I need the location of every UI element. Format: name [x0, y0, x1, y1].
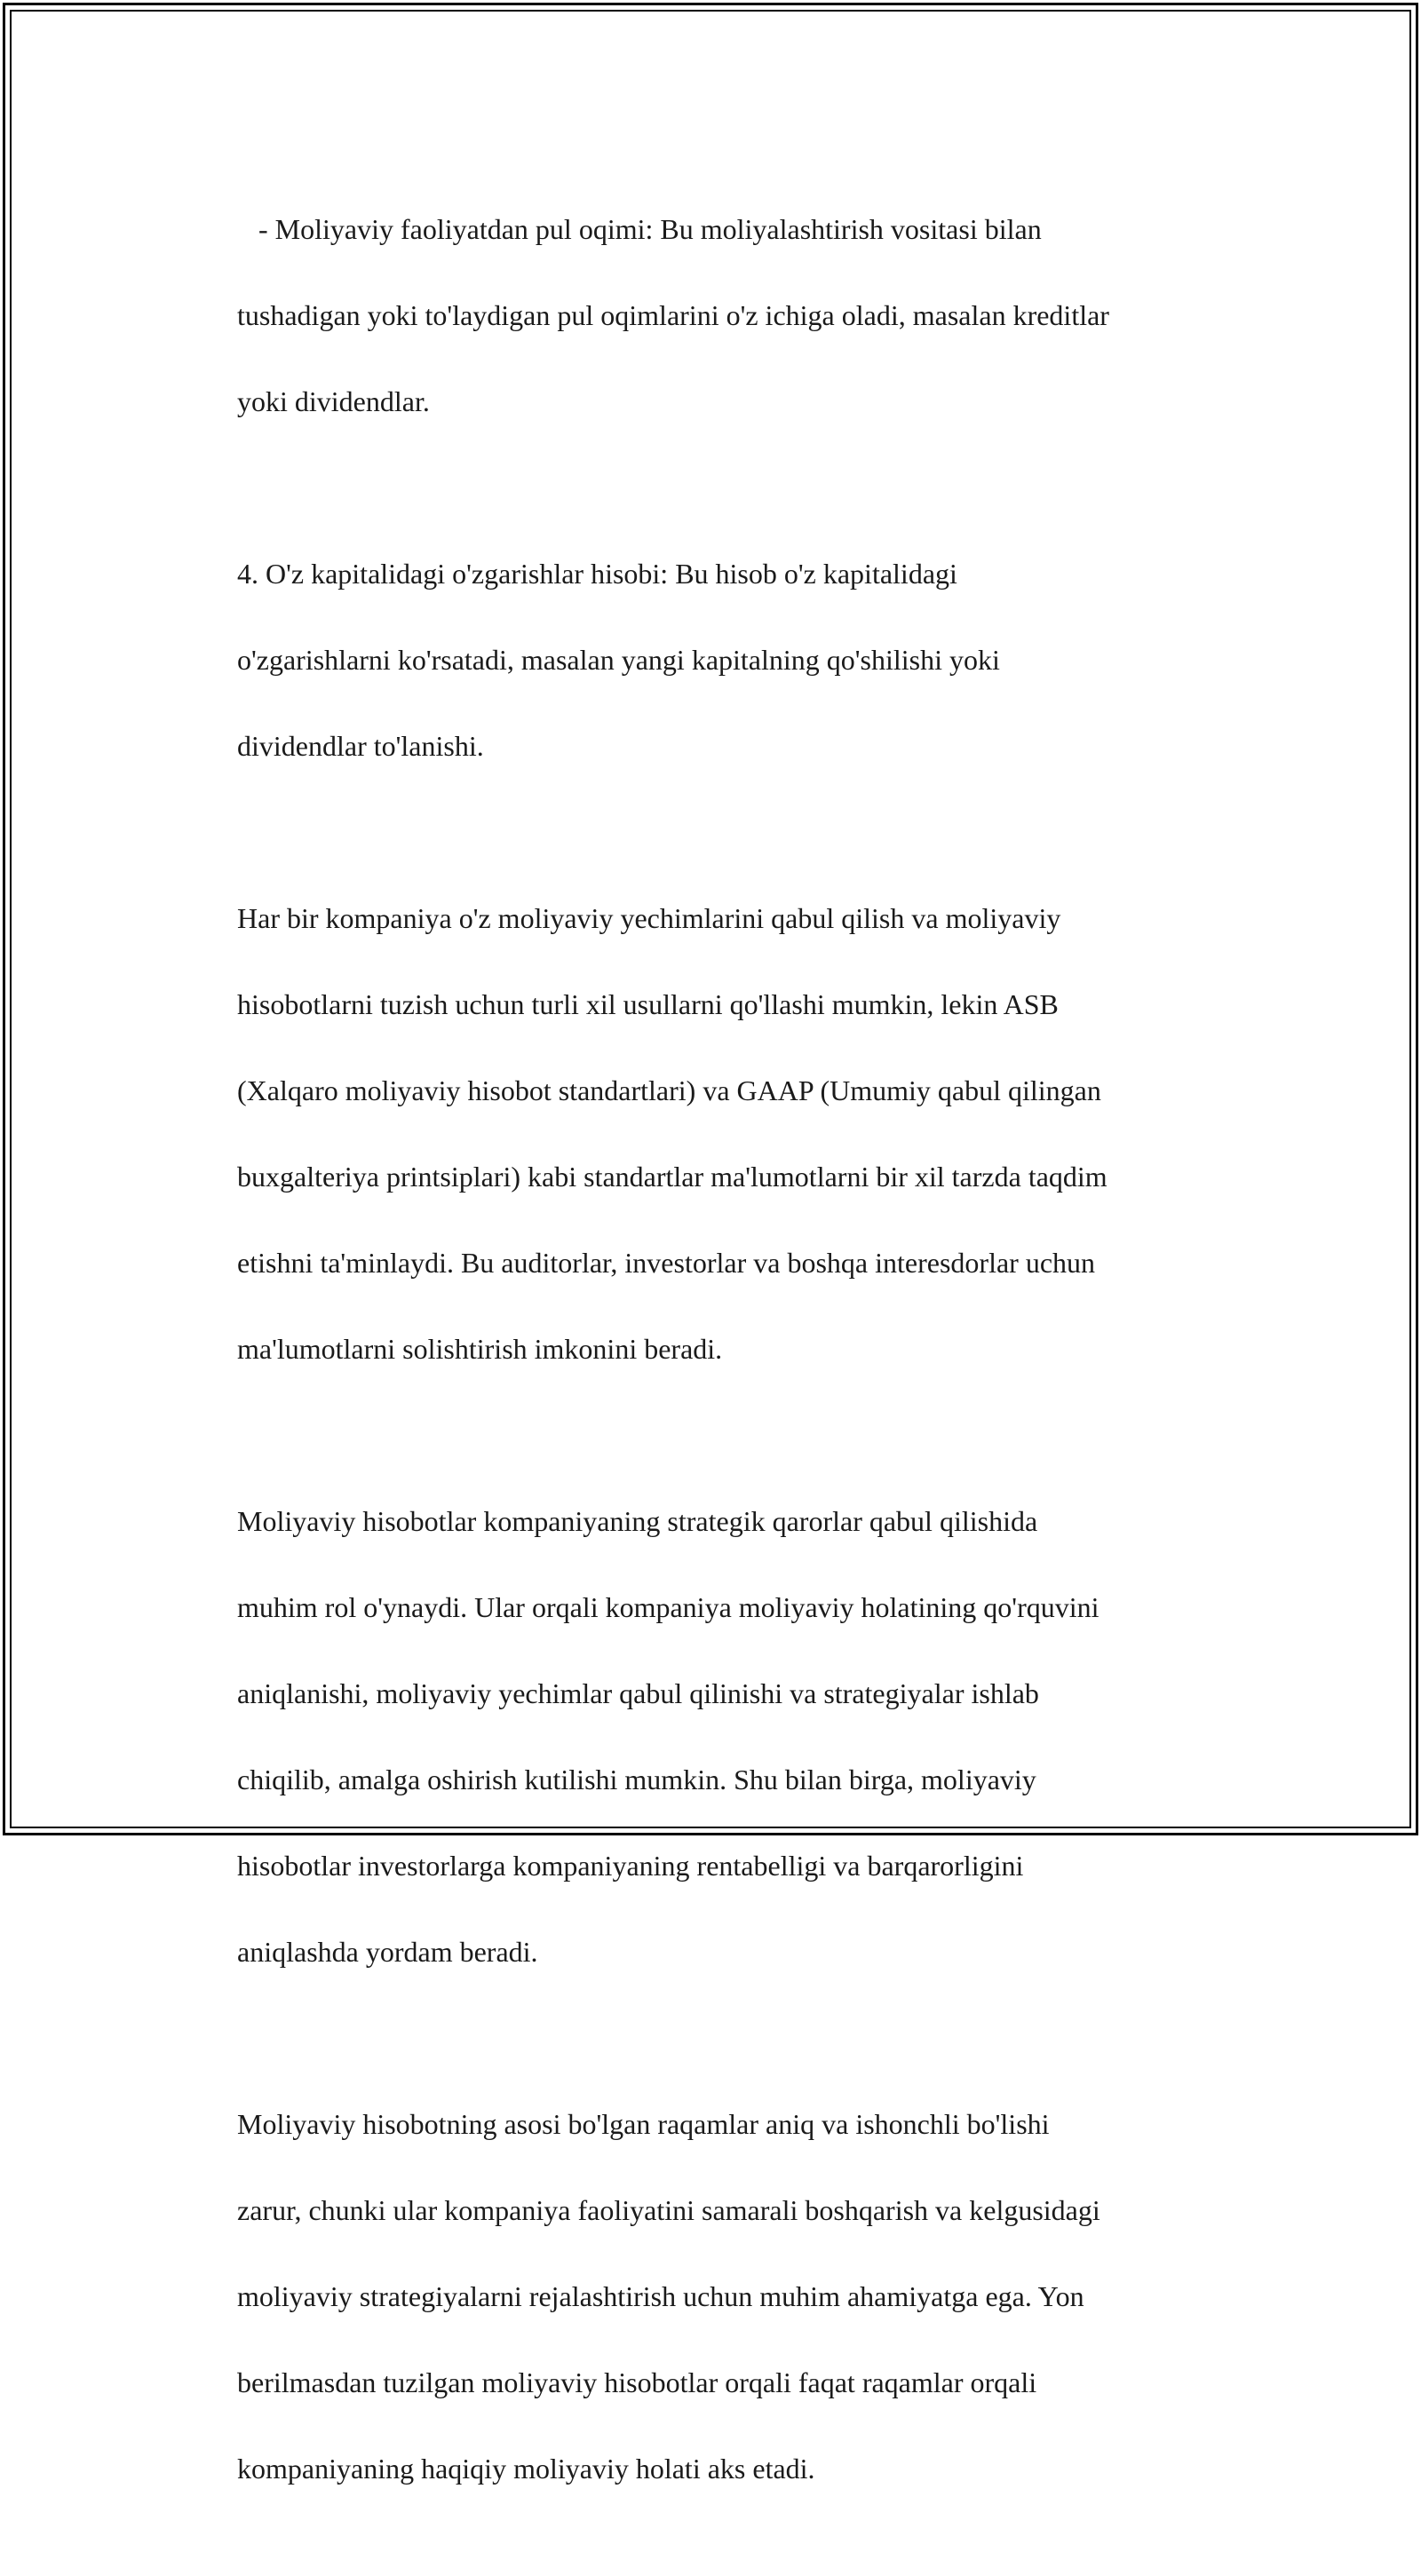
text-line: berilmasdan tuzilgan moliyaviy hisobotlar orqali faqat raqamlar orqali — [237, 2366, 1037, 2398]
text-line: etishni ta'minlaydi. Bu auditorlar, investorlar va boshqa interesdorlar uchun — [237, 1246, 1096, 1279]
text-line: tushadigan yoki to'laydigan pul oqimlarini o'z ichiga oladi, masalan kreditlar — [237, 298, 1109, 331]
text-line: zarur, chunki ular kompaniya faoliyatini samarali boshqarish va kelgusidagi — [237, 2193, 1100, 2226]
document-body — [209, 164, 1212, 2576]
text-line: aniqlashda yordam beradi. — [237, 1935, 538, 1968]
text-line: aniqlanishi, moliyaviy yechimlar qabul qilinishi va strategiyalar ishlab — [237, 1676, 1039, 1709]
text-line: yoki dividendlar. — [237, 384, 430, 417]
text-line: ma'lumotlarni solishtirish imkonini beradi. — [237, 1332, 723, 1365]
text-line: Moliyaviy hisobotlar kompaniyaning strategik qarorlar qabul qilishida — [237, 1504, 1038, 1537]
text-line: dividendlar to'lanishi. — [237, 729, 484, 762]
text-line: 4. O'z kapitalidagi o'zgarishlar hisobi: Bu hisob o'z kapitalidagi — [237, 557, 957, 590]
text-line: Moliyaviy hisobotning asosi bo'lgan raqamlar aniq va ishonchli bo'lishi — [237, 2107, 1050, 2140]
text-line: muhim rol o'ynaydi. Ular orqali kompaniya moliyaviy holatining qo'rquvini — [237, 1590, 1099, 1623]
text-line: kompaniyaning haqiqiy moliyaviy holati aks etadi. — [237, 2452, 815, 2485]
text-line: chiqilib, amalga oshirish kutilishi mumkin. Shu bilan birga, moliyaviy — [237, 1763, 1036, 1795]
paragraph-reliable-figures — [209, 2059, 1212, 2533]
text-line: hisobotlar investorlarga kompaniyaning rentabelligi va barqarorligini — [237, 1849, 1024, 1882]
paragraph-equity-changes — [209, 509, 1212, 811]
text-line: Har bir kompaniya o'z moliyaviy yechimlarini qabul qilish va moliyaviy — [237, 901, 1061, 934]
text-line: buxgalteriya printsiplari) kabi standartlar ma'lumotlarni bir xil tarzda taqdim — [237, 1160, 1107, 1193]
text-line: (Xalqaro moliyaviy hisobot standartlari) va GAAP (Umumiy qabul qilingan — [237, 1074, 1101, 1106]
paragraph-strategic-decisions — [209, 1456, 1212, 2017]
paragraph-standards — [209, 853, 1212, 1414]
text-line: hisobotlarni tuzish uchun turli xil usullarni qo'llashi mumkin, lekin ASB — [237, 987, 1059, 1020]
text-line: o'zgarishlarni ko'rsatadi, masalan yangi kapitalning qo'shilishi yoki — [237, 643, 1000, 676]
text-line: - Moliyaviy faoliyatdan pul oqimi: Bu moliyalashtirish vositasi bilan — [237, 212, 1042, 245]
text-line: moliyaviy strategiyalarni rejalashtirish uchun muhim ahamiyatga ega. Yon — [237, 2279, 1084, 2312]
paragraph-financing-cash-flow — [209, 164, 1212, 466]
